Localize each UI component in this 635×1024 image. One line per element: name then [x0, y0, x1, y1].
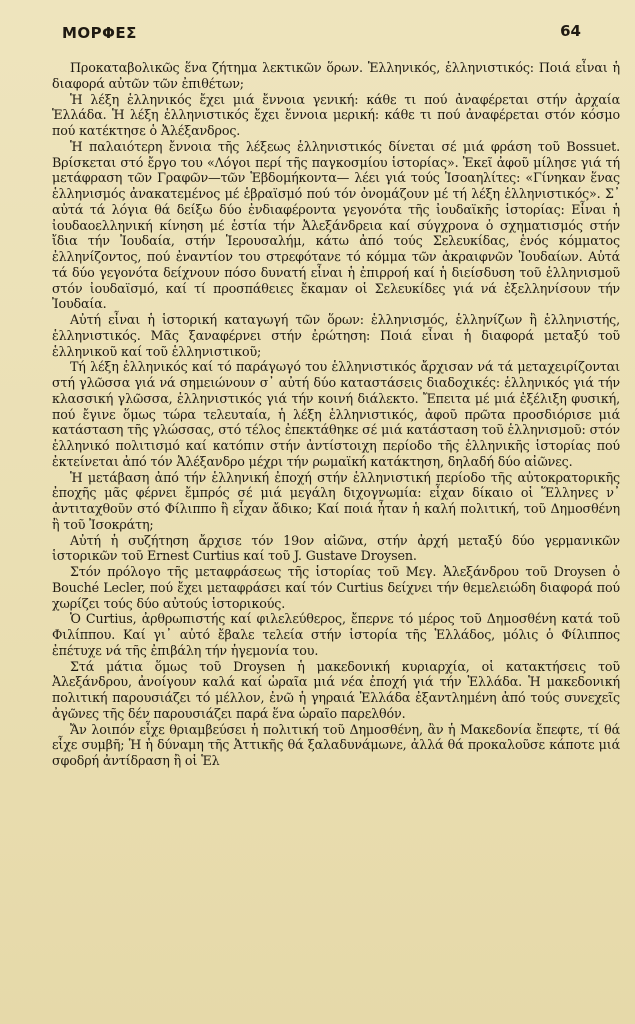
page-header: [52, 22, 601, 46]
paragraph: Τή λέξη ἑλληνικός καί τό παράγωγό του ἑλληνιστικός ἄρχισαν νά τά μεταχειρίζονται στή γλῶσσα γιά νά σημειώνουν σ᾽ αὐτή δύο καταστάσεις διαδοχικές: ἑλληνικός γιά τήν κλασσική γλῶσσα, ἑλληνιστικός γιά τήν κοινή διάλεκτο. Ἔπειτα μέ μιά ἐξέλιξη φυσική, πού ἔγινε ὅμως τώρα τελευταία, ἡ λέξη ἑλληνιστικός, ἀφοῦ πρῶτα προσδιόρισε μιά κατάσταση τῆς γλώσσας, στό τέλος ἐπεκτάθηκε σέ μιά κατάσταση τοῦ ἑλληνισμοῦ: στόν ἑλληνικό πολιτισμό καί κατόπιν στήν ἀντίστοιχη περίοδο τῆς ἑλληνικῆς ἱστορίας πού ἐκτείνεται ἀπό τόν Ἀλέξανδρο μέχρι τήν ρωμαϊκή κατάκτηση, δηλαδή δύο αἰῶνες.: [52, 359, 620, 469]
paragraph: Στά μάτια ὅμως τοῦ Droysen ἡ μακεδονική κυριαρχία, οἱ κατακτήσεις τοῦ Ἀλεξάνδρου, ἀνοίγουν καλά καί ὡραῖα μιά νέα ἐποχή γιά τήν Ἑλλάδα. Ἡ μακεδονική πολιτική παρουσιάζει τό μέλλον, ἐνῶ ἡ γηραιά Ἑλλάδα ἐξαντλημένη ἀπό τούς συνεχεῖς ἀγῶνες τῆς δέν παρουσιάζει παρά ἕνα ὡραῖο παρελθόν.: [52, 658, 620, 721]
paragraph: Στόν πρόλογο τῆς μεταφράσεως τῆς ἱστορίας τοῦ Μεγ. Ἀλεξάνδρου τοῦ Droysen ὁ Bouché Lecler, πού ἔχει μεταφράσει καί τόν Curtius δείχνει τήν θεμελειώδη διαφορά πού χωρίζει τούς δύο αὐτούς ἱστορικούς.: [52, 564, 620, 611]
paragraph: Ἡ παλαιότερη ἔννοια τῆς λέξεως ἑλληνιστικός δίνεται σέ μιά φράση τοῦ Bossuet. Βρίσκεται στό ἔργο του «Λόγοι περί τῆς παγκοσμίου ἱστορίας». Ἐκεῖ ἀφοῦ μίλησε γιά τή μετάφραση τῶν Γραφῶν—τῶν Ἑβδομήκοντα— λέει γιά τούς Ἰσοαηλίτες: «Γίνηκαν ἕνας ἑλληνισμός ἀνακατεμένος μέ ἑβραϊσμό πού τόν ὀνομάζουν μέ τή λέξη ἑλληνιστικός». Σ᾽ αὐτά τά λόγια θά δείξω δύο ἐνδιαφέροντα γεγονότα τῆς ἰουδαϊκῆς ἱστορίας: Εἶναι ἡ ἰουδαοελληνική κίνηση μέ ἑστία τήν Ἀλεξάνδρεια καί σύγχρονα ὁ σχηματισμός στήν ἴδια τήν Ἰουδαία, στήν Ἱερουσαλήμ, κάτω ἀπό τούς Σελευκίδας, ἑνός κόμματος ἐλληνίζοντος, πού ἐναντίον του στρεφότανε τό κόμμα τῶν ἀκραιφνῶν Ἰουδαίων. Αὐτά τά δύο γεγονότα δείχνουν πόσο δυνατή εἶναι ἡ ἐπιρροή καί ἡ διείσδυση τοῦ ἑλληνισμοῦ στόν ἰουδαϊσμό, καί τί προσπάθειες ἔκαμαν οἱ Σελευκίδες γιά νά ἐξελληνίσουν τήν Ἰουδαία.: [52, 138, 620, 312]
paragraph: Ἄν λοιπόν εἶχε θριαμβεύσει ἡ πολιτική τοῦ Δημοσθένη, ἂν ἡ Μακεδονία ἔπεφτε, τί θά εἶχε συμβῆ; Ἡ ἡ δύναμη τῆς Ἀττικῆς θά ξαλαδυνάμωνε, ἀλλά θά προκαλοῦσε κάποτε μιά σφοδρή ἀντίδραση ἢ οἱ Ἑλ: [52, 721, 620, 768]
main-text: [52, 60, 620, 769]
paragraph: Ὁ Curtius, ἀρθρωπιστής καί φιλελεύθερος, ἔπερνε τό μέρος τοῦ Δημοσθένη κατά τοῦ Φιλίππου. Καί γι᾽ αὐτό ἔβαλε τελεία στήν ἱστορία τῆς Ἑλλάδος, μόλις ὁ Φίλιππος ἐπέτυχε νά τῆς ἐπιβάλη τήν ἡγεμονία του.: [52, 611, 620, 658]
paragraph: Ἡ λέξη ἑλληνικός ἔχει μιά ἔννοια γενική: κάθε τι πού ἀναφέρεται στήν ἀρχαία Ἑλλάδα. Ἡ λέξη ἑλληνιστικός ἔχει ἔννοια μερική: κάθε τι πού ἀναφέρεται στόν κόσμο πού κατέκτησε ὁ Ἀλέξανδρος.: [52, 91, 620, 138]
page-number: 64: [560, 22, 581, 40]
paragraph: Αὐτή εἶναι ἡ ἱστορική καταγωγή τῶν ὅρων: ἑλληνισμός, ἑλληνίζων ἢ ἑλληνιστής, ἑλληνιστικός. Μᾶς ξαναφέρνει στήν ἐρώτηση: Ποιά εἶναι ἡ διαφορά μεταξύ τοῦ ἑλληνικοῦ καί τοῦ ἑλληνιστικοῦ;: [52, 312, 620, 359]
running-head: ΜΟΡΦΕΣ: [62, 24, 137, 42]
paragraph: Προκαταβολικῶς ἕνα ζήτημα λεκτικῶν ὅρων. Ἑλληνικός, ἑλληνιστικός: Ποιά εἶναι ἡ διαφορά αὐτῶν τῶν ἐπιθέτων;: [52, 60, 620, 91]
paragraph: Ἡ μετάβαση ἀπό τήν ἑλληνική ἐποχή στήν ἑλληνιστική περίοδο τῆς αὐτοκρατορικῆς ἐποχῆς μᾶς φέρνει ἔμπρός σέ μιά μεγάλη διχογνωμία: εἶχαν δίκαιο οἱ Ἕλληνες ν᾽ ἀντιταχθοῦν στό Φίλιππο ἢ εἶχαν ἄδικο; Καί ποιά ἦταν ἡ καλή πολιτική, τοῦ Δημοσθένη ἢ τοῦ Ἰσοκράτη;: [52, 469, 620, 532]
paragraph: Αὐτή ἡ συζήτηση ἄρχισε τόν 19ον αἰῶνα, στήν ἀρχή μεταξύ δύο γερμανικῶν ἱστορικῶν τοῦ Ernest Curtius καί τοῦ J. Gustave Droysen.: [52, 532, 620, 564]
